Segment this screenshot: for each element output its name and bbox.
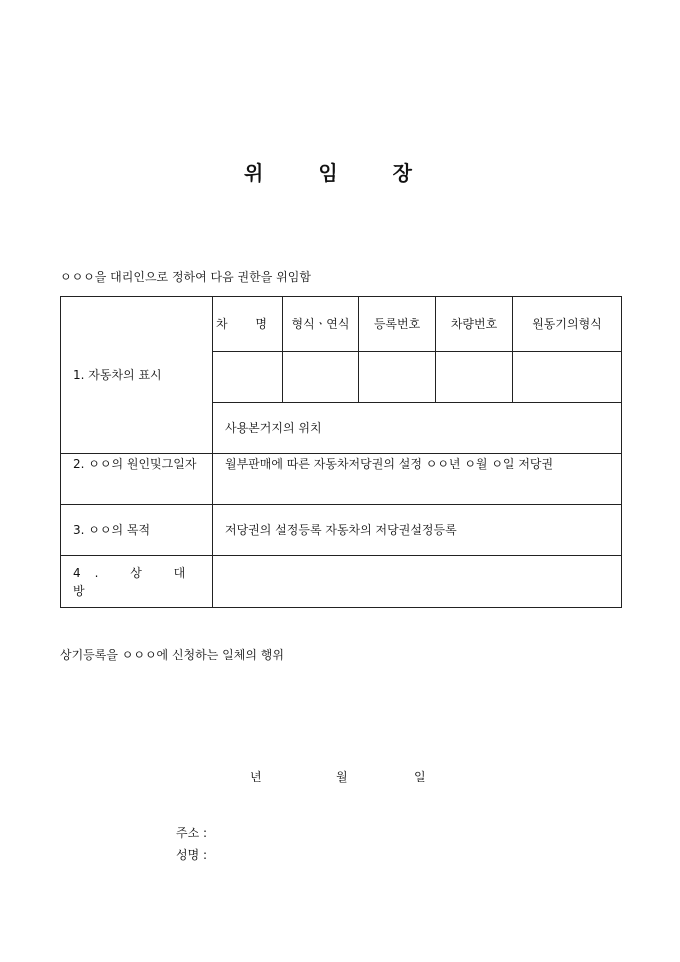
intro-text: ㅇㅇㅇ을 대리인으로 정하여 다음 권한을 위임함: [60, 270, 311, 284]
table-row: [61, 297, 622, 352]
row4-value[interactable]: [213, 556, 622, 608]
value-vehicle-number[interactable]: [436, 352, 513, 403]
value-car-name[interactable]: [213, 352, 283, 403]
closing-text: 상기등록을 ㅇㅇㅇ에 신청하는 일체의 행위: [60, 648, 284, 662]
header-car-name: [213, 297, 283, 352]
date-day: 일: [414, 770, 426, 784]
header-engine-type: 원동기의형식: [513, 297, 622, 352]
value-engine-type[interactable]: [513, 352, 622, 403]
date-year: 년: [250, 770, 262, 784]
row1-label-text: 1. 자동차의 표시: [73, 368, 162, 382]
value-type-year[interactable]: [283, 352, 359, 403]
row1-label: [61, 297, 213, 454]
table-row: [61, 556, 622, 608]
row2-label: 2. ㅇㅇ의 원인및그일자: [61, 454, 213, 505]
table-row: [61, 505, 622, 556]
row4-label-text: 4. 상 대 방: [73, 565, 200, 598]
location-cell: 사용본거지의 위치: [213, 403, 622, 454]
header-registration-number: 등록번호: [359, 297, 436, 352]
date-month: 월: [336, 770, 348, 784]
row3-label: 3. ㅇㅇ의 목적: [61, 505, 213, 556]
header-car-name-text: 차 명: [216, 317, 279, 331]
row3-value: 저당권의 설정등록 자동차의 저당권설정등록: [213, 505, 622, 556]
document-title: 위 임 장: [244, 161, 436, 185]
address-label: 주소 :: [176, 826, 208, 840]
row2-value: 월부판매에 따른 자동차저당권의 설정 ㅇㅇ년 ㅇ월 ㅇ일 저당권: [213, 454, 622, 505]
header-type-year: 형식ㆍ연식: [283, 297, 359, 352]
delegation-table: [60, 296, 622, 608]
name-label: 성명 :: [176, 848, 208, 862]
value-registration-number[interactable]: [359, 352, 436, 403]
row4-label: [61, 556, 213, 608]
header-vehicle-number: 차량번호: [436, 297, 513, 352]
table-row: [61, 454, 622, 505]
